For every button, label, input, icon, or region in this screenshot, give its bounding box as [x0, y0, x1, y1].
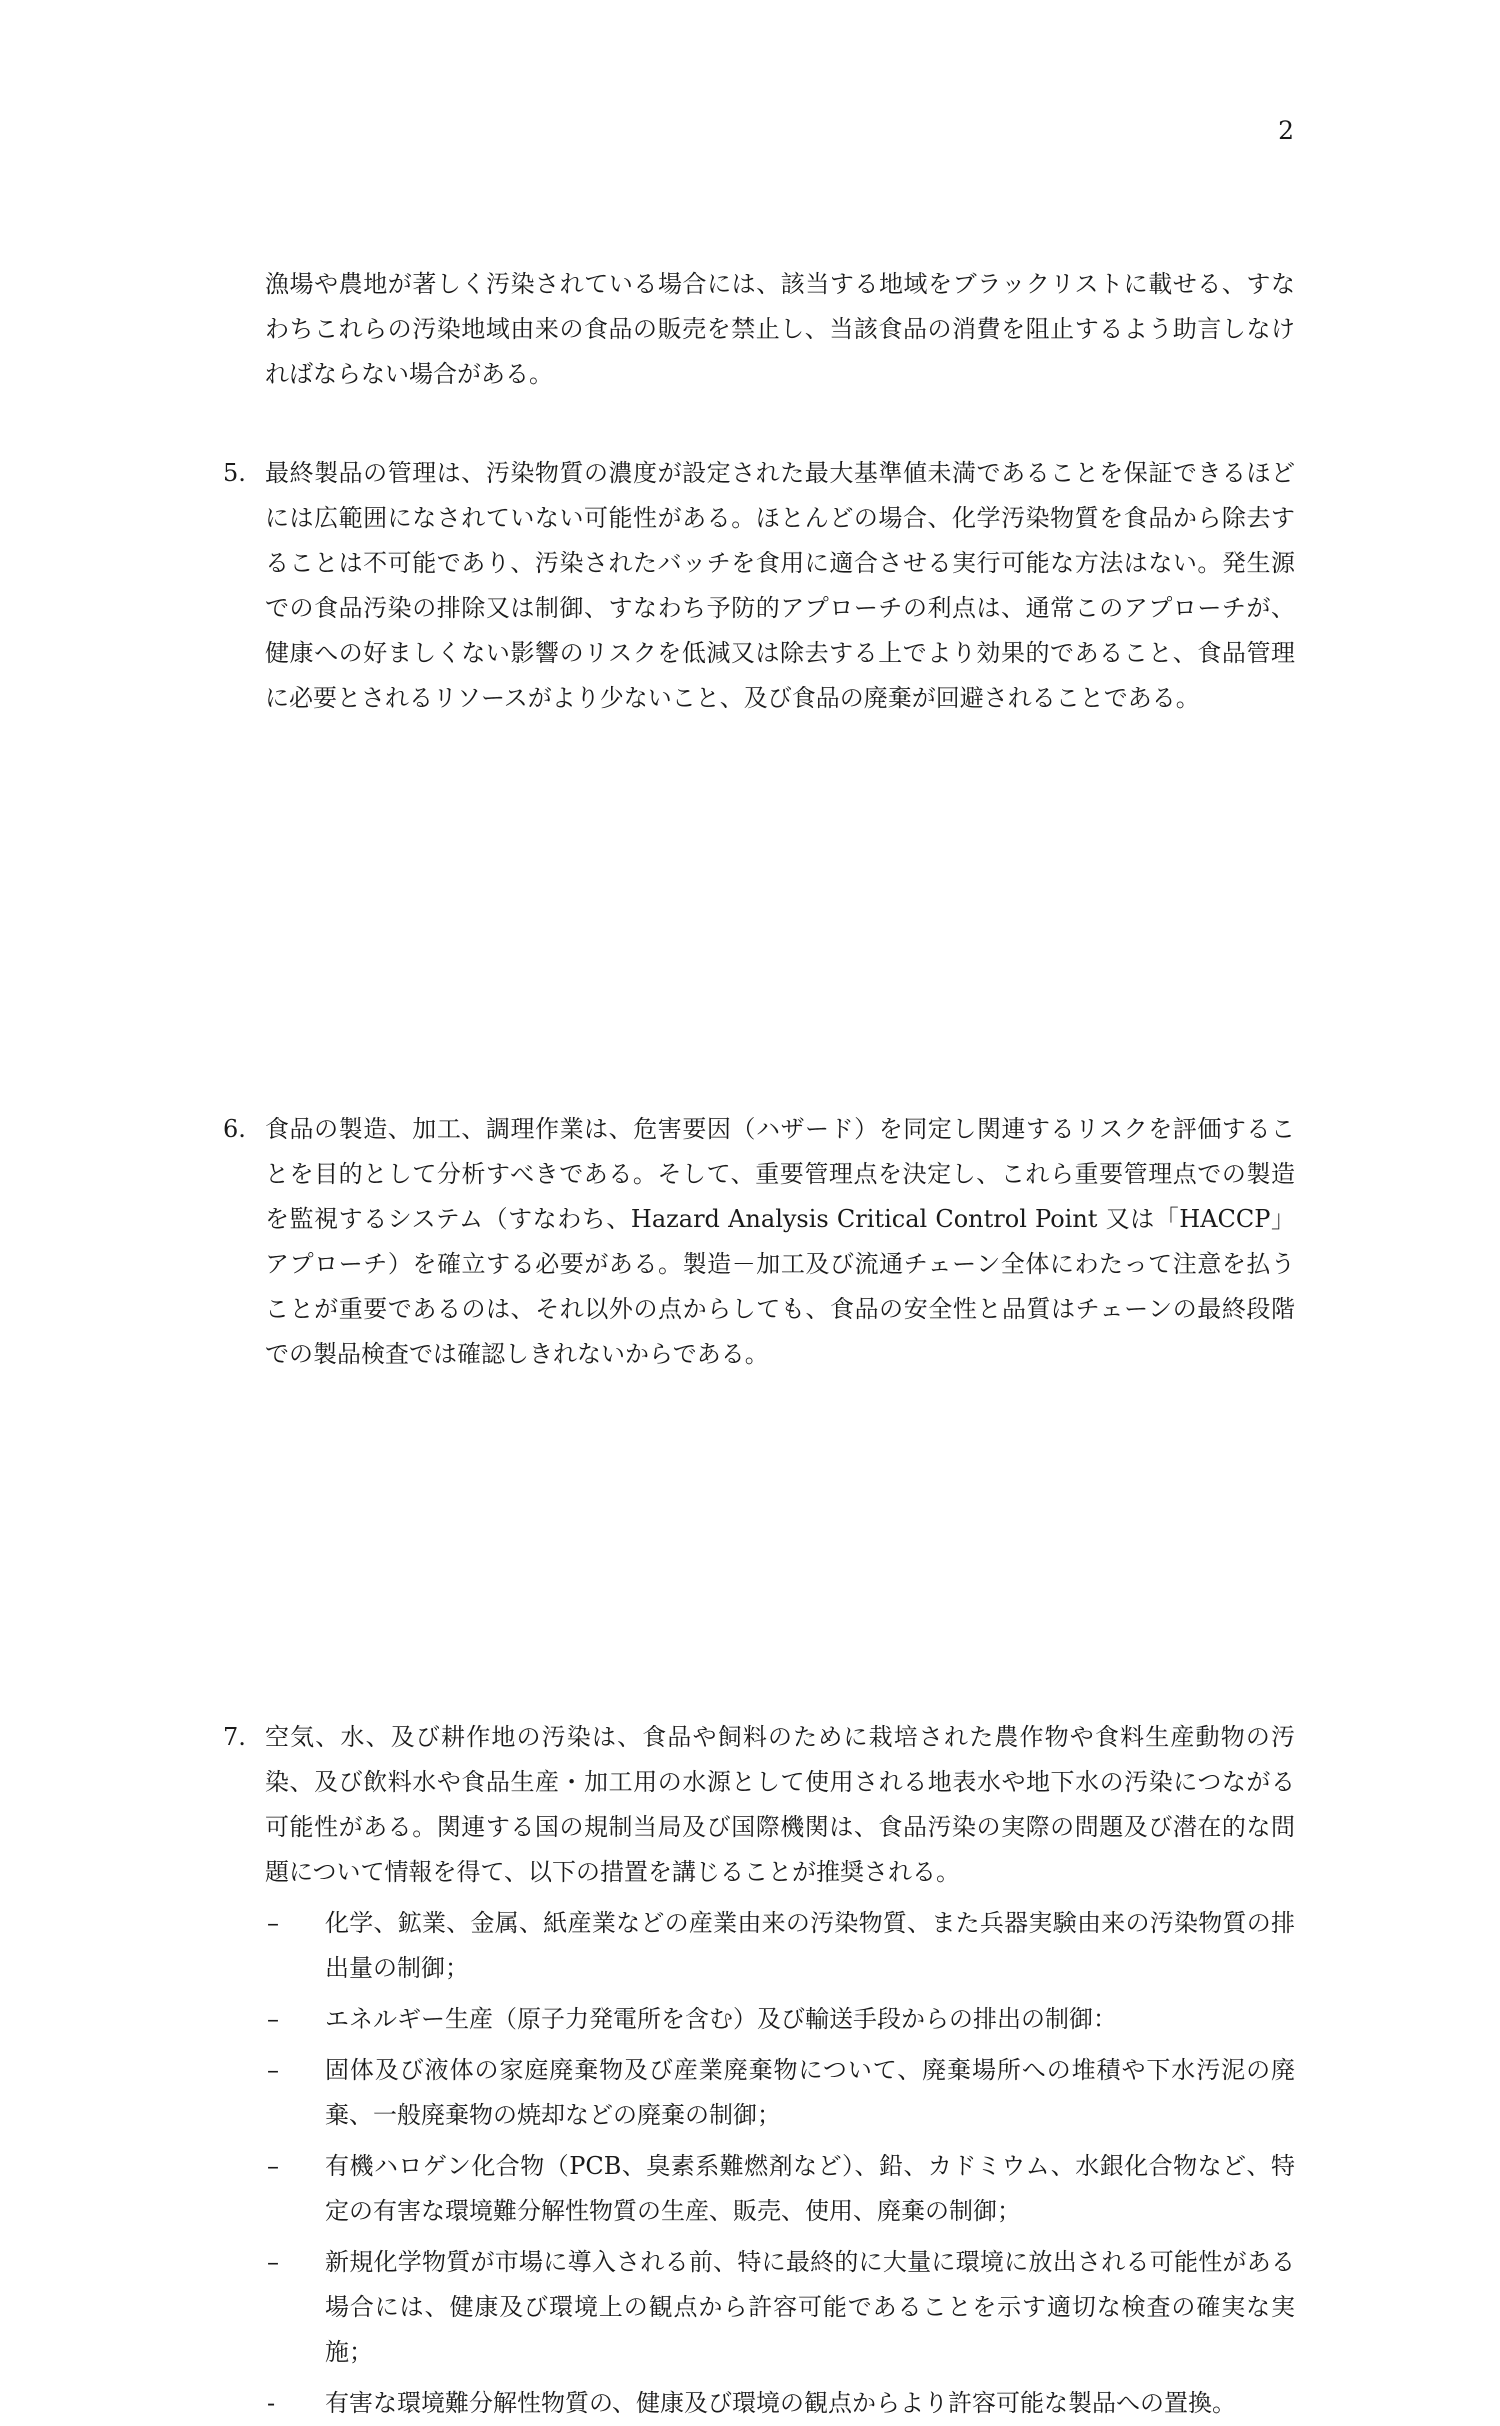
paragraph-number: 6.: [223, 1115, 246, 1143]
list-item-text: 有機ハロゲン化合物（PCB、臭素系難燃剤など）、鉛、カドミウム、水銀化合物など、特定の有害な環境難分解性物質の生産、販売、使用、廃棄の制御；: [325, 2152, 1295, 2225]
paragraph-6: [223, 1107, 1295, 1377]
page-number: 2: [1278, 116, 1294, 145]
list-item: [223, 1901, 1295, 1991]
list-item-text: 固体及び液体の家庭廃棄物及び産業廃棄物について、廃棄場所への堆積や下水汚泥の廃棄、一般廃棄物の焼却などの廃棄の制御；: [325, 2056, 1295, 2129]
paragraph-number: 5.: [223, 459, 246, 487]
dash-marker: –: [267, 2248, 279, 2276]
dash-marker: –: [267, 2056, 279, 2084]
list-item-text: エネルギー生産（原子力発電所を含む）及び輸送手段からの排出の制御：: [325, 2005, 1117, 2033]
list-item: [223, 2048, 1295, 2138]
list-item: [223, 1997, 1295, 2042]
list-item: [223, 2381, 1295, 2426]
list-item-text: 化学、鉱業、金属、紙産業などの産業由来の汚染物質、また兵器実験由来の汚染物質の排出量の制御；: [325, 1909, 1295, 1982]
list-item: [223, 2240, 1295, 2375]
list-item: [223, 2144, 1295, 2234]
intro-block: [223, 262, 1295, 397]
list-item-text: 新規化学物質が市場に導入される前、特に最終的に大量に環境に放出される可能性がある場合には、健康及び環境上の観点から許容可能であることを示す適切な検査の確実な実施；: [325, 2248, 1295, 2366]
paragraph-text: 食品の製造、加工、調理作業は、危害要因（ハザード）を同定し関連するリスクを評価することを目的として分析すべきである。そして、重要管理点を決定し、これら重要管理点での製造を監視するシステム（すなわち、Hazard Analysis Critical Control Point 又は「HACCP」アプローチ）を確立する必要がある。製造－加工及び流通チェーン全体にわたって注意を払うことが重要であるのは、それ以外の点からしても、食品の安全性と品質はチェーンの最終段階での製品検査では確認しきれないからである。: [265, 1115, 1295, 1368]
dash-marker: -: [267, 2389, 276, 2417]
paragraph-5: [223, 451, 1295, 721]
paragraph-text: 最終製品の管理は、汚染物質の濃度が設定された最大基準値未満であることを保証できるほどには広範囲になされていない可能性がある。ほとんどの場合、化学汚染物質を食品から除去することは不可能であり、汚染されたバッチを食用に適合させる実行可能な方法はない。発生源での食品汚染の排除又は制御、すなわち予防的アプローチの利点は、通常このアプローチが、健康への好ましくない影響のリスクを低減又は除去する上でより効果的であること、食品管理に必要とされるリソースがより少ないこと、及び食品の廃棄が回避されることである。: [265, 459, 1295, 712]
dash-marker: –: [267, 1909, 279, 1937]
intro-paragraph: 漁場や農地が著しく汚染されている場合には、該当する地域をブラックリストに載せる、すなわちこれらの汚染地域由来の食品の販売を禁止し、当該食品の消費を阻止するよう助言しなければならない場合がある。: [265, 270, 1295, 388]
paragraph-number: 7.: [223, 1723, 246, 1751]
paragraph-text: 空気、水、及び耕作地の汚染は、食品や飼料のために栽培された農作物や食料生産動物の汚染、及び飲料水や食品生産・加工用の水源として使用される地表水や地下水の汚染につながる可能性がある。関連する国の規制当局及び国際機関は、食品汚染の実際の問題及び潜在的な問題について情報を得て、以下の措置を講じることが推奨される。: [265, 1723, 1295, 1886]
paragraph-7: [223, 1715, 1295, 2426]
dash-marker: –: [267, 2005, 279, 2033]
measures-list: [223, 1901, 1295, 2426]
dash-marker: –: [267, 2152, 279, 2180]
list-item-text: 有害な環境難分解性物質の、健康及び環境の観点からより許容可能な製品への置換。: [325, 2389, 1237, 2417]
